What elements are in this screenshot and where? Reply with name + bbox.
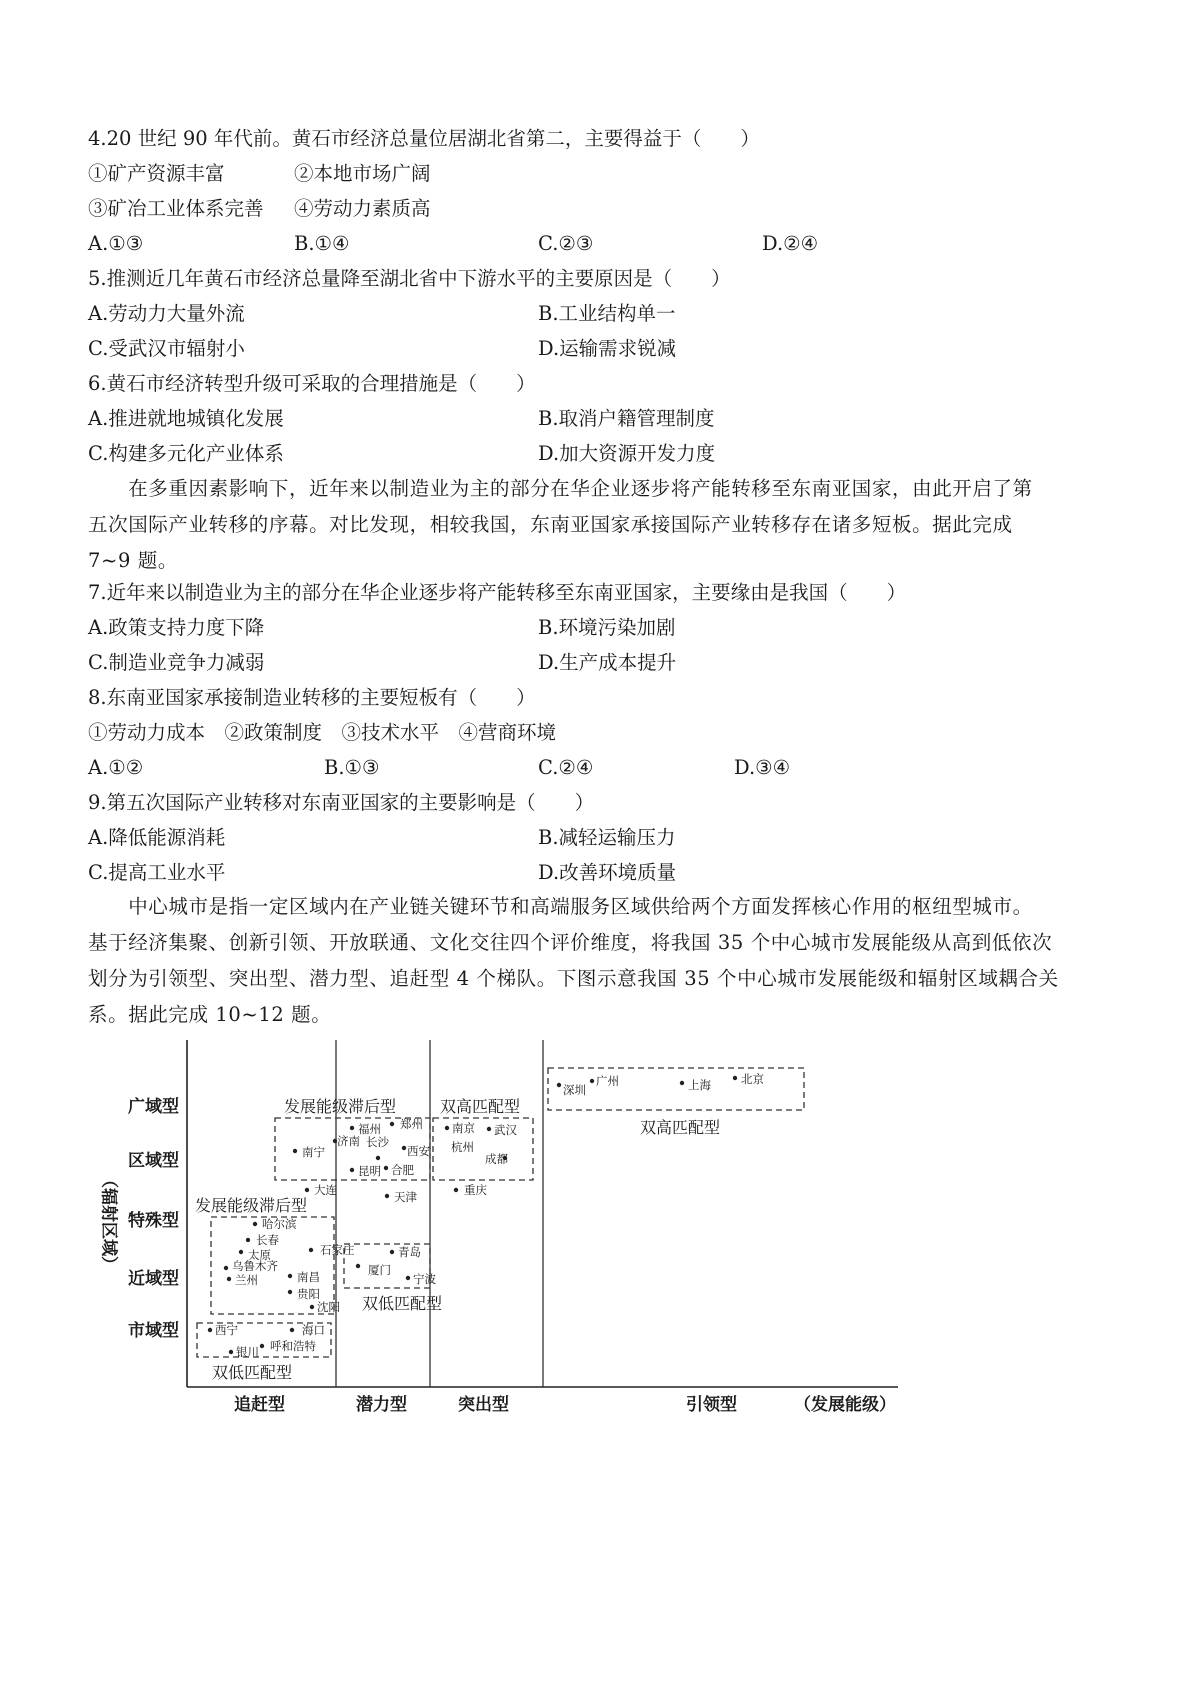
- y-level-guangyu: 广域型: [128, 1097, 179, 1117]
- q8-stem: 8.东南亚国家承接制造业转移的主要短板有（ ）: [88, 686, 536, 709]
- y-level-shiyu: 市域型: [128, 1321, 179, 1341]
- q5-option-d: D.运输需求锐减: [538, 337, 677, 360]
- y-level-jinyu: 近域型: [128, 1269, 179, 1289]
- city-dot: [390, 1122, 394, 1126]
- city-dot: [590, 1079, 594, 1083]
- city-dot: [229, 1350, 233, 1354]
- q4-option-a: A.①③: [88, 232, 144, 255]
- city-chengdu: 成都: [485, 1152, 508, 1166]
- city-lanzhou: 兰州: [235, 1273, 258, 1287]
- city-ningbo: 宁波: [413, 1272, 436, 1286]
- city-dot: [350, 1126, 354, 1130]
- city-chongqing: 重庆: [464, 1183, 487, 1197]
- x-level-qianli: 潜力型: [356, 1395, 407, 1415]
- q8-option-c: C.②④: [538, 756, 594, 779]
- q6-option-b: B.取消户籍管理制度: [538, 407, 715, 430]
- city-dalian: 大连: [314, 1183, 337, 1197]
- city-yinchuan: 银川: [236, 1345, 259, 1359]
- city-dot: [208, 1328, 212, 1332]
- group-label-double-high-top: 双高匹配型: [640, 1118, 721, 1137]
- city-xiamen: 厦门: [368, 1263, 391, 1277]
- q5-option-a: A.劳动力大量外流: [88, 302, 245, 325]
- q5-option-b: B.工业结构单一: [538, 302, 676, 325]
- city-dot: [385, 1194, 389, 1198]
- passage2-line-4: 系。据此完成 10~12 题。: [88, 1003, 332, 1026]
- passage2-line-1: 中心城市是指一定区域内在产业链关键环节和高端服务区域供给两个方面发挥核心作用的枢纽型城市。: [88, 895, 1033, 918]
- q7-option-d: D.生产成本提升: [538, 651, 677, 674]
- city-dot: [290, 1328, 294, 1332]
- city-dot: [239, 1250, 243, 1254]
- city-shenzhen: 深圳: [563, 1083, 586, 1097]
- city-dot: [680, 1081, 684, 1085]
- q8-option-a: A.①②: [88, 756, 144, 779]
- city-dot: [260, 1344, 264, 1348]
- city-hohhot: 呼和浩特: [270, 1339, 316, 1353]
- city-hangzhou: 杭州: [451, 1140, 474, 1154]
- city-tianjin: 天津: [394, 1190, 417, 1204]
- city-dot: [487, 1127, 491, 1131]
- q8-option-d: D.③④: [734, 756, 791, 779]
- city-dot: [376, 1156, 380, 1160]
- city-shanghai: 上海: [688, 1078, 711, 1092]
- q9-option-c: C.提高工业水平: [88, 861, 226, 884]
- q7-stem: 7.近年来以制造业为主的部分在华企业逐步将产能转移至东南亚国家，主要缘由是我国（ ）: [88, 581, 907, 604]
- q6-option-a: A.推进就地城镇化发展: [88, 407, 284, 430]
- city-dot: [384, 1166, 388, 1170]
- city-hefei: 合肥: [391, 1163, 414, 1177]
- city-shijiazhuang: 石家庄: [320, 1243, 355, 1257]
- city-dot: [224, 1266, 228, 1270]
- q5-option-c: C.受武汉市辐射小: [88, 337, 245, 360]
- city-dot: [454, 1188, 458, 1192]
- q4-option-d: D.②④: [762, 232, 819, 255]
- q4-item-3: ③矿冶工业体系完善: [88, 197, 264, 220]
- city-dot: [350, 1168, 354, 1172]
- city-dot: [253, 1222, 257, 1226]
- city-nanjing: 南京: [452, 1121, 475, 1135]
- passage1-line-2: 五次国际产业转移的序幕。对比发现，相较我国，东南亚国家承接国际产业转移存在诸多短板。据此完成: [88, 513, 1013, 536]
- passage1-line-3: 7~9 题。: [88, 549, 178, 572]
- city-nanchang: 南昌: [297, 1270, 320, 1284]
- y-level-quyu: 区域型: [128, 1151, 179, 1171]
- city-xining: 西宁: [215, 1323, 238, 1337]
- city-dot: [445, 1126, 449, 1130]
- q6-option-d: D.加大资源开发力度: [538, 442, 716, 465]
- x-level-zhuigan: 追赶型: [234, 1395, 285, 1415]
- x-axis-title: （发展能级）: [794, 1395, 896, 1415]
- passage2-line-2: 基于经济集聚、创新引领、开放联通、文化交往四个评价维度，将我国 35 个中心城市发展能级从高到低依次: [88, 931, 1053, 954]
- city-jinan: 济南: [337, 1134, 360, 1148]
- q8-option-b: B.①③: [324, 756, 380, 779]
- q9-stem: 9.第五次国际产业转移对东南亚国家的主要影响是（ ）: [88, 791, 595, 814]
- city-harbin: 哈尔滨: [262, 1217, 297, 1231]
- q4-option-c: C.②③: [538, 232, 594, 255]
- q4-stem: 4.20 世纪 90 年代前。黄石市经济总量位居湖北省第二，主要得益于（ ）: [88, 127, 760, 150]
- city-dot: [310, 1305, 314, 1309]
- y-axis-title: （辐射区域）: [98, 1171, 119, 1273]
- city-dot: [246, 1238, 250, 1242]
- x-level-yinling: 引领型: [686, 1395, 737, 1415]
- city-dot: [309, 1248, 313, 1252]
- q4-option-b: B.①④: [294, 232, 350, 255]
- q4-item-4: ④劳动力素质高: [294, 197, 431, 220]
- passage1-line-1: 在多重因素影响下，近年来以制造业为主的部分在华企业逐步将产能转移至东南亚国家，由此开启了第: [88, 477, 1033, 500]
- city-nanning: 南宁: [302, 1145, 325, 1159]
- q5-stem: 5.推测近几年黄石市经济总量降至湖北省中下游水平的主要原因是（ ）: [88, 267, 731, 290]
- group-label-lag-top: 发展能级滞后型: [284, 1097, 397, 1116]
- city-dot: [288, 1290, 292, 1294]
- city-qingdao: 青岛: [398, 1245, 421, 1259]
- city-zhengzhou: 郑州: [400, 1117, 423, 1131]
- q4-item-2: ②本地市场广阔: [294, 162, 431, 185]
- city-taiyuan: 太原: [248, 1248, 271, 1262]
- city-guiyang: 贵阳: [297, 1287, 320, 1301]
- group-label-double-high-mid: 双高匹配型: [440, 1097, 521, 1116]
- q9-option-b: B.减轻运输压力: [538, 826, 676, 849]
- city-dot: [293, 1149, 297, 1153]
- city-dot: [402, 1146, 406, 1150]
- city-dot: [406, 1276, 410, 1280]
- city-dot: [288, 1274, 292, 1278]
- y-level-teshu: 特殊型: [128, 1211, 179, 1231]
- q6-option-c: C.构建多元化产业体系: [88, 442, 284, 465]
- q7-option-b: B.环境污染加剧: [538, 616, 676, 639]
- group-label-double-low-mid: 双低匹配型: [362, 1294, 443, 1313]
- q4-item-1: ①矿产资源丰富: [88, 162, 225, 185]
- group-label-lag-mid: 发展能级滞后型: [195, 1196, 308, 1215]
- q9-option-a: A.降低能源消耗: [88, 826, 226, 849]
- q6-stem: 6.黄石市经济转型升级可采取的合理措施是（ ）: [88, 372, 536, 395]
- q7-option-c: C.制造业竞争力减弱: [88, 651, 265, 674]
- city-guangzhou: 广州: [596, 1074, 619, 1088]
- city-dot: [733, 1076, 737, 1080]
- city-dot: [390, 1250, 394, 1254]
- city-changchun: 长春: [256, 1233, 279, 1247]
- passage2-line-3: 划分为引领型、突出型、潜力型、追赶型 4 个梯队。下图示意我国 35 个中心城市发展能级和辐射区域耦合关: [88, 967, 1059, 990]
- city-fuzhou: 福州: [358, 1122, 381, 1136]
- city-changsha: 长沙: [366, 1135, 389, 1149]
- city-kunming: 昆明: [358, 1164, 381, 1178]
- group-label-double-low-bottom: 双低匹配型: [212, 1363, 293, 1382]
- q9-option-d: D.改善环境质量: [538, 861, 677, 884]
- q7-option-a: A.政策支持力度下降: [88, 616, 265, 639]
- city-urumqi: 乌鲁木齐: [232, 1259, 278, 1273]
- city-wuhan: 武汉: [494, 1123, 517, 1137]
- x-level-tuchu: 突出型: [458, 1395, 509, 1415]
- box-yinling-guangyu: [548, 1068, 804, 1110]
- city-dot: [557, 1083, 561, 1087]
- city-beijing: 北京: [741, 1072, 764, 1086]
- city-xian: 西安: [407, 1144, 430, 1158]
- city-shenyang: 沈阳: [317, 1300, 340, 1314]
- city-dot: [227, 1277, 231, 1281]
- q8-items: ①劳动力成本 ②政策制度 ③技术水平 ④营商环境: [88, 721, 557, 744]
- city-haikou: 海口: [302, 1323, 325, 1337]
- city-dot: [356, 1264, 360, 1268]
- city-dot: [305, 1188, 309, 1192]
